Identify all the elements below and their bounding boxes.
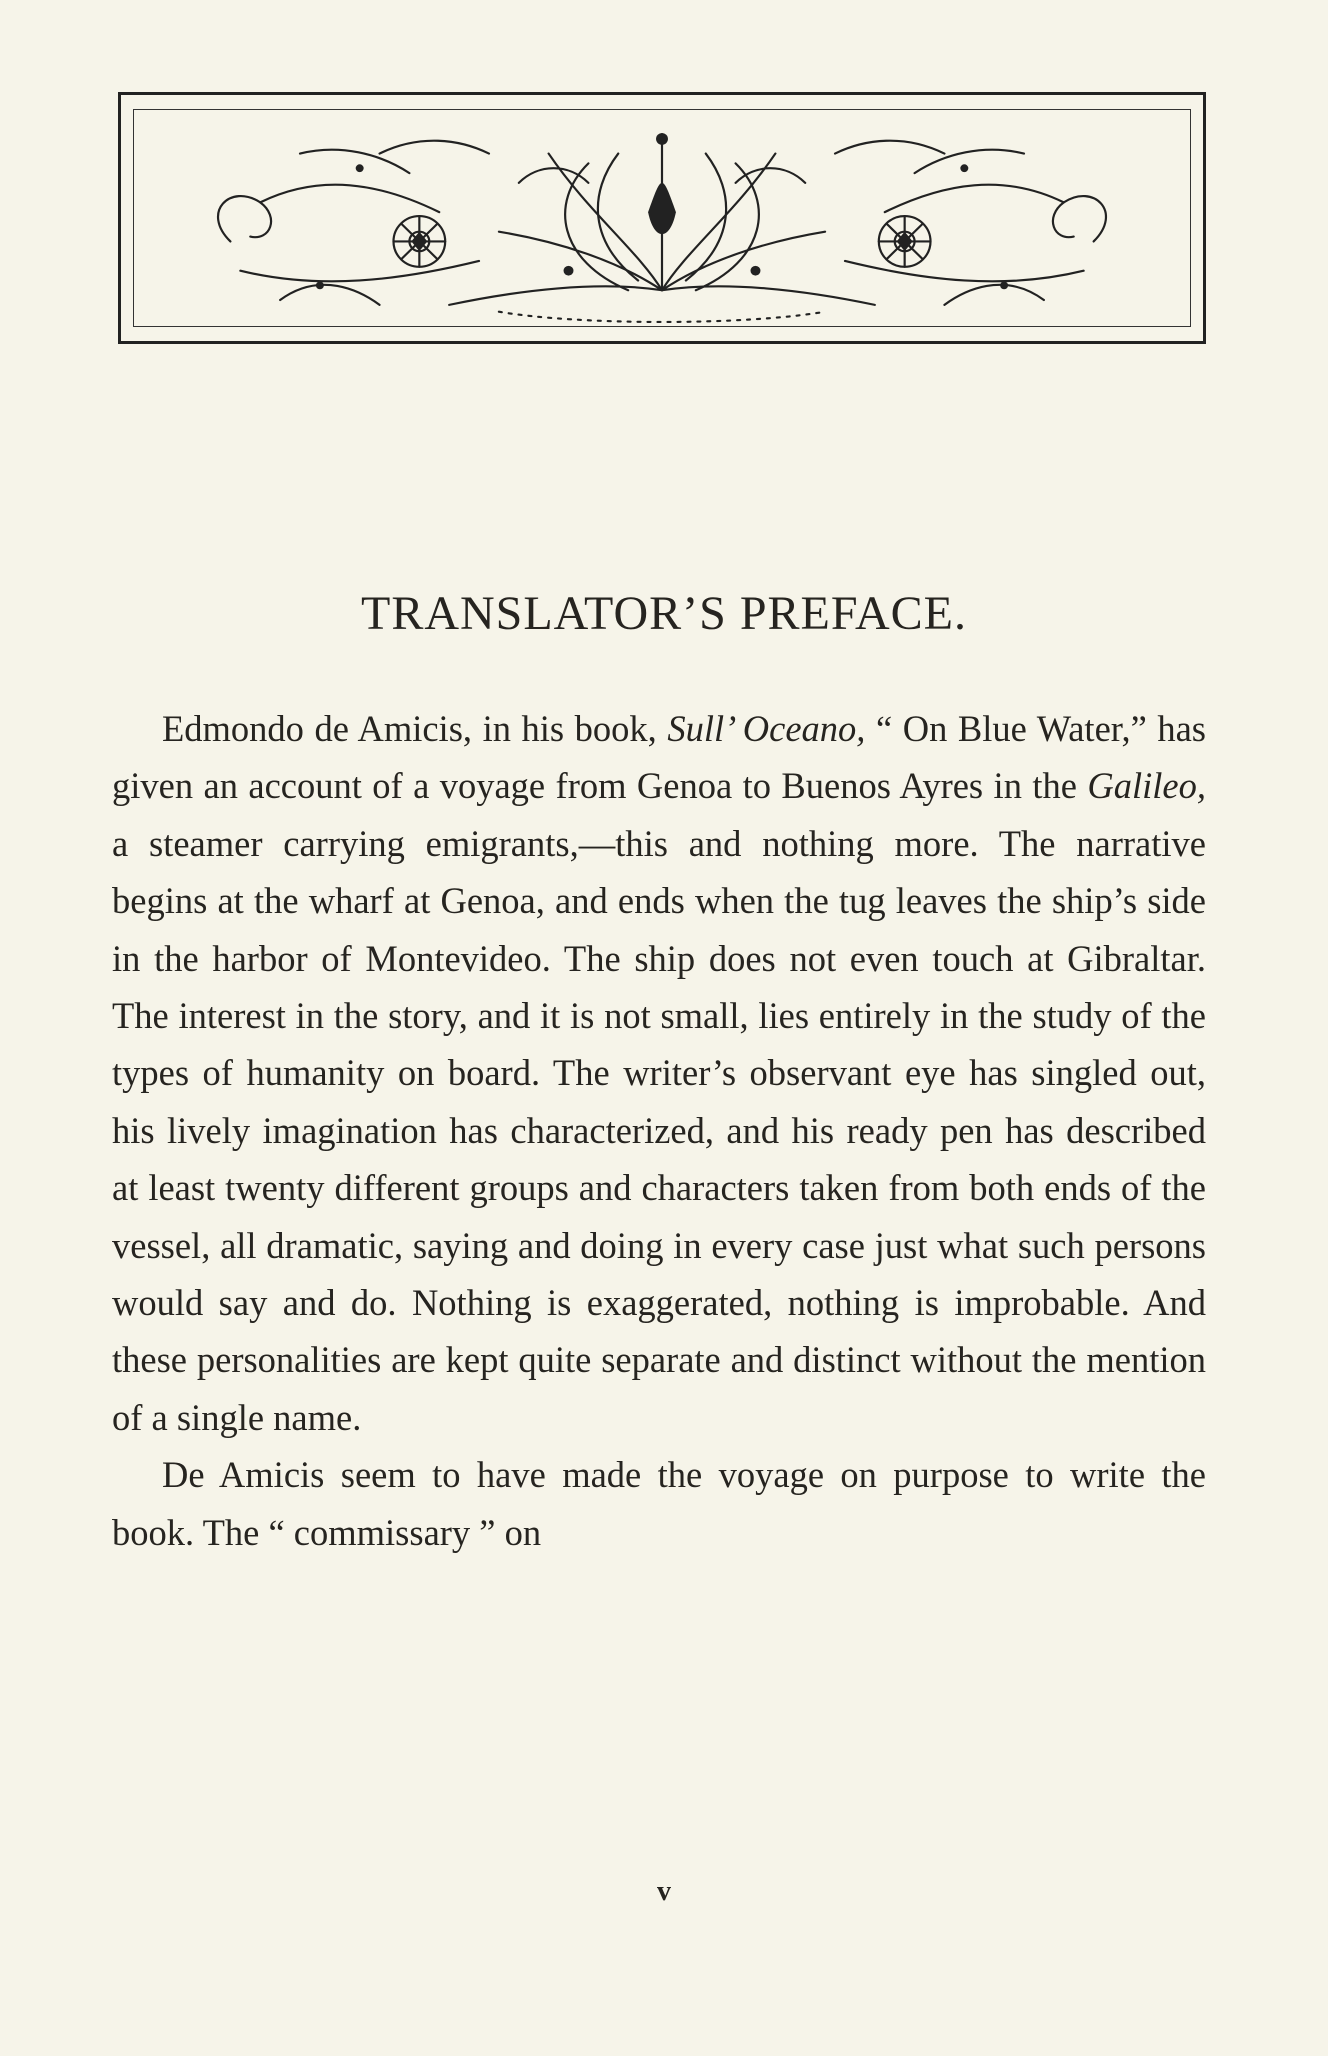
paragraph-1 <box>112 700 1206 1446</box>
floral-header-ornament-icon <box>121 95 1203 341</box>
paragraph-2: De Amicis seem to have made the voyage on purpose to write the book. The “ commissary ” on <box>112 1454 1206 1553</box>
paragraph-1-text-b: “ On Blue Water,” has given an account of a voyage from Genoa to Buenos Ayres in the <box>112 708 1206 807</box>
page-title: TRANSLATOR’S PREFACE. <box>361 587 967 640</box>
paragraph-1-text-c: a steamer carrying emigrants,—this and nothing more. The narrative begins at the wharf at Genoa, and ends when the tug leaves the ship’s side in the harbor of Montevideo. The ship does not even touch at Gibraltar. The interest in the story, and it is not small, lies entirely in the study of the types of humanity on board. The writer’s observant eye has singled out, his lively imagination has characterized, and his ready pen has described at least twenty different groups and characters taken from both ends of the vessel, all dramatic, saying and doing in every case just what such persons would say and do. Nothing is exaggerated, nothing is improbable. And these personalities are kept quite separate and distinct without the mention of a single name. <box>112 822 1206 1438</box>
body-text <box>112 700 1206 1561</box>
header-ornament <box>118 92 1206 344</box>
book-title: Sull’ Oceano, <box>667 708 866 749</box>
page-number: v <box>657 1876 671 1907</box>
paragraph-1-text-a: Edmondo de Amicis, in his book, <box>162 708 668 749</box>
ship-name: Galileo, <box>1087 765 1206 807</box>
